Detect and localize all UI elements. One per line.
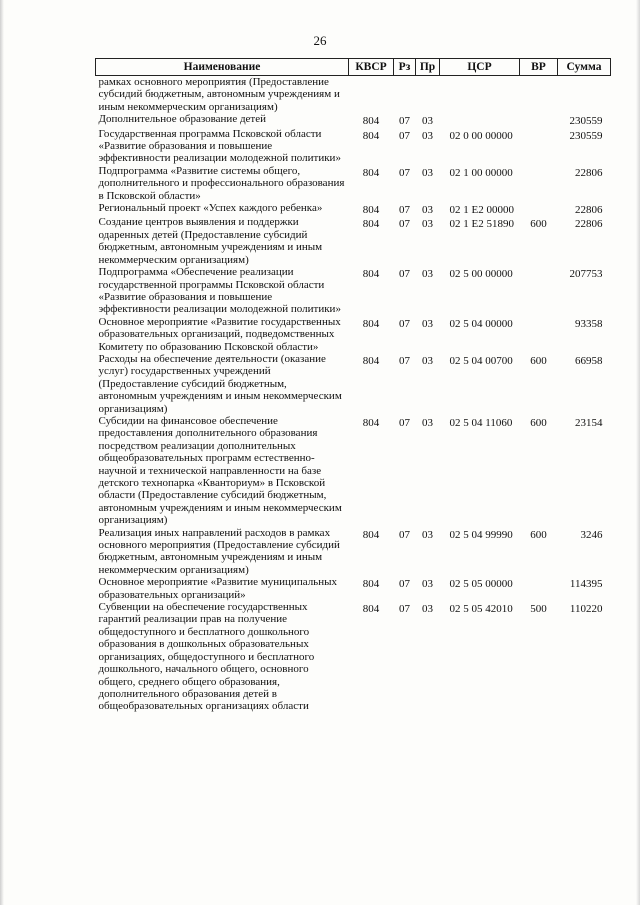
cell-pr: 03 (422, 268, 433, 281)
cell-kvsr (349, 76, 394, 114)
cell-rz: 07 (399, 166, 410, 179)
table-row (96, 527, 611, 577)
cell-name: Дополнительное образование детей (98, 113, 267, 126)
cell-sum: 22806 (575, 218, 603, 231)
cell-kvsr: 804 (362, 416, 380, 429)
budget-table (95, 58, 611, 713)
cell-name: Основное мероприятие «Развитие муниципальных образовательных организаций» (98, 576, 337, 601)
cell-kvsr: 804 (362, 166, 380, 179)
cell-sum: 230559 (569, 129, 603, 142)
table-row (96, 216, 611, 266)
cell-name: Подпрограмма «Развитие системы общего, дополнительного и профессионального образования в Псковской области» (98, 164, 345, 202)
header-vr: ВР (520, 59, 558, 76)
scan-edge-right (636, 0, 640, 905)
cell-csr: 02 1 E2 00000 (449, 204, 514, 217)
cell-pr: 03 (422, 166, 433, 179)
cell-name: Расходы на обеспечение деятельности (оказание услуг) государственных учреждений (Предоставление субсидий бюджетным, автономным учреждениям и иным некоммерческим организациям) (98, 352, 342, 415)
cell-name: Реализация иных направлений расходов в рамках основного мероприятия (Предоставление субсидий бюджетным, автономным учреждениям и иным некоммерческим организациям) (98, 526, 340, 576)
cell-sum: 66958 (575, 354, 603, 367)
cell-name: Основное мероприятие «Развитие государственных образовательных организаций, подведомственных Комитету по образованию Псковской области» (98, 315, 341, 353)
cell-vr (520, 113, 558, 127)
cell-name: Субвенции на обеспечение государственных гарантий реализации прав на получение общедоступного и бесплатного дошкольного образования в дошкольных образовательных организациях, общедоступного и бесплатного дошкольного, начального общего, основного общего, среднего общего образования, дополнительного образования детей в общеобразовательных организациях области (98, 601, 315, 713)
cell-rz: 07 (399, 115, 410, 128)
cell-pr: 03 (422, 129, 433, 142)
cell-pr: 03 (422, 578, 433, 591)
cell-csr: 02 5 04 99990 (449, 528, 513, 541)
header-kvsr: КВСР (349, 59, 394, 76)
cell-rz: 07 (399, 204, 410, 217)
cell-sum: 23154 (575, 416, 603, 429)
cell-kvsr: 804 (362, 317, 380, 330)
cell-rz: 07 (399, 416, 410, 429)
table-row (96, 76, 611, 114)
cell-vr (520, 266, 558, 316)
cell-vr (520, 202, 558, 216)
cell-vr (520, 128, 558, 165)
cell-csr (440, 76, 520, 114)
cell-rz: 07 (399, 218, 410, 231)
cell-vr (520, 165, 558, 202)
cell-vr: 500 (530, 603, 547, 616)
table-row (96, 113, 611, 127)
cell-vr (520, 76, 558, 114)
cell-csr (440, 113, 520, 127)
cell-rz: 07 (399, 578, 410, 591)
cell-name: Региональный проект «Успех каждого ребенка» (98, 202, 323, 215)
table-row (96, 165, 611, 202)
cell-vr: 600 (530, 528, 547, 541)
table-row (96, 353, 611, 415)
cell-pr: 03 (422, 115, 433, 128)
cell-csr: 02 5 04 00700 (449, 354, 513, 367)
cell-pr: 03 (422, 218, 433, 231)
table-row (96, 415, 611, 527)
header-row (96, 59, 611, 76)
cell-pr: 03 (422, 528, 433, 541)
cell-kvsr: 804 (362, 115, 380, 128)
cell-sum: 230559 (569, 115, 603, 128)
cell-csr: 02 5 04 11060 (449, 416, 513, 429)
cell-csr: 02 5 05 42010 (449, 603, 513, 616)
table-row (96, 202, 611, 216)
cell-pr: 03 (422, 603, 433, 616)
header-name: Наименование (96, 59, 349, 76)
cell-name: Субсидии на финансовое обеспечение предоставления дополнительного образования посредством реализации дополнительных общеобразовательных программ естественно-научной и технической направленности на базе детского технопарка «Кванториум» в Псковской области (Предоставление субсидий бюджетным, автономным учреждениям и иным некоммерческим организациям) (98, 414, 342, 527)
cell-name: Подпрограмма «Обеспечение реализации государственной программы Псковской области «Развитие образования и повышение эффективности реализации молодежной политики» (98, 266, 341, 316)
cell-kvsr: 804 (362, 129, 380, 142)
cell-pr: 03 (422, 204, 433, 217)
cell-kvsr: 804 (362, 268, 380, 281)
cell-name: Государственная программа Псковской области «Развитие образования и повышение эффективности реализации молодежной политики» (98, 127, 341, 165)
cell-pr: 03 (422, 354, 433, 367)
cell-csr: 02 5 00 00000 (449, 268, 513, 281)
cell-kvsr: 804 (362, 354, 380, 367)
cell-sum: 114395 (569, 578, 603, 591)
table-row (96, 266, 611, 316)
header-csr: ЦСР (440, 59, 520, 76)
cell-rz: 07 (399, 317, 410, 330)
cell-sum: 110220 (569, 603, 603, 616)
table-row (96, 316, 611, 353)
cell-sum: 3246 (580, 528, 603, 541)
page-number: 26 (313, 33, 327, 48)
cell-sum: 22806 (575, 166, 603, 179)
cell-kvsr: 804 (362, 218, 380, 231)
table-row (96, 601, 611, 713)
cell-rz: 07 (399, 268, 410, 281)
scan-edge-left (0, 0, 4, 905)
cell-kvsr: 804 (362, 578, 380, 591)
cell-kvsr: 804 (362, 528, 380, 541)
cell-name: Создание центров выявления и поддержки одаренных детей (Предоставление субсидий бюджетным, автономным учреждениям и иным некоммерческим организациям) (98, 216, 323, 266)
cell-sum: 22806 (575, 204, 603, 217)
cell-name: рамках основного мероприятия (Предоставление субсидий бюджетным, автономным учреждениям и иным некоммерческим организациям) (98, 76, 340, 113)
header-rz: Рз (394, 59, 416, 76)
cell-pr (416, 76, 440, 114)
cell-vr (520, 316, 558, 353)
cell-csr: 02 1 00 00000 (449, 166, 513, 179)
cell-pr: 03 (422, 317, 433, 330)
header-pr: Пр (416, 59, 440, 76)
table-row (96, 576, 611, 601)
cell-vr: 600 (530, 416, 547, 429)
cell-rz (394, 76, 416, 114)
cell-vr (520, 576, 558, 601)
cell-sum (558, 76, 611, 114)
cell-rz: 07 (399, 603, 410, 616)
cell-csr: 02 1 E2 51890 (449, 218, 514, 231)
cell-csr: 02 0 00 00000 (449, 129, 513, 142)
cell-csr: 02 5 04 00000 (449, 317, 513, 330)
cell-sum: 207753 (569, 268, 603, 281)
cell-csr: 02 5 05 00000 (449, 578, 513, 591)
cell-rz: 07 (399, 528, 410, 541)
cell-rz: 07 (399, 129, 410, 142)
cell-vr: 600 (530, 354, 547, 367)
header-sum: Сумма (558, 59, 611, 76)
cell-kvsr: 804 (362, 603, 380, 616)
cell-rz: 07 (399, 354, 410, 367)
cell-sum: 93358 (575, 317, 603, 330)
cell-vr: 600 (530, 218, 547, 231)
table-row (96, 128, 611, 165)
cell-pr: 03 (422, 416, 433, 429)
cell-kvsr: 804 (362, 204, 380, 217)
